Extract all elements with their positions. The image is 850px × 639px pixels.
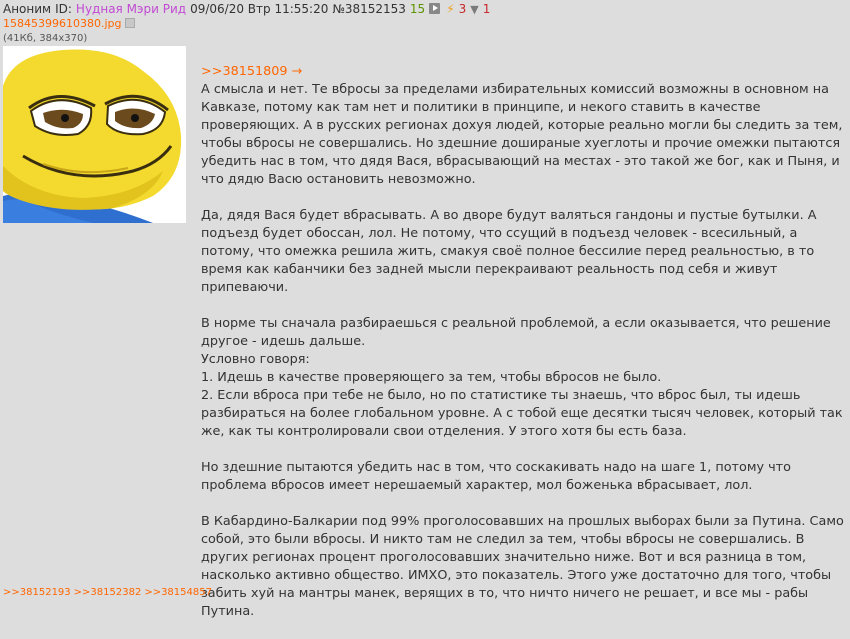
post-paragraph: В Кабардино-Балкарии под 99% проголосовавших на прошлых выборах были за Путина. Само собой, это были вбросы. И никто там не следил за тем, чтобы вбросы не совершались. В других регионах процент проголосовавших значительно ниже. Вот и вся разница в том, насколько активно общество. ИМХО, это показатель. Этого уже достаточно для того, чтобы забить хуй на мантры манек, верящих в то, что ничто ничего не решает, и все мы - рабы Путина. — [201, 514, 844, 619]
post-paragraph: Да, дядя Вася будет вбрасывать. А во дворе будут валяться гандоны и пустые бутылки. А подъезд будет обоссан, лол. Не потому, что ссущий в подъезд человек - всесильный, а потому, что омежка решила жить, смакуя своё полное бессилие перед реальностью, в то время как кабанчики без задней мысли перекраивают реальность под себя и живут припеваючи. — [201, 208, 817, 295]
post-paragraph: А смысла и нет. Те вбросы за пределами избирательных комиссий возможны в основном на Кавказе, потому как там нет и политики в принципе, и некого ставить в качестве проверяющих. А в русских регионах дохуя людей, которые реально могли бы следить за тем, чтобы вбросы не совершались. Но здешние дошираные хуеглоты и прочие омежки пытаются убедить нас в том, что дядя Вася, вбрасывающий на местах - это такой же бог, как и Пыня, и что дядю Васю остановить невозможно. — [201, 82, 843, 187]
post-number[interactable]: №38152153 — [332, 2, 406, 16]
post-paragraph: Но здешние пытаются убедить нас в том, что соскакивать надо на шаге 1, потому что проблема вбросов имеет нерешаемый характер, мол боженька вбрасывает, лол. — [201, 460, 791, 493]
post-header — [3, 0, 494, 18]
file-meta: (41Кб, 384x370) — [3, 33, 88, 44]
play-icon[interactable] — [429, 3, 440, 14]
reply-count: 15 — [409, 2, 426, 16]
post-line: В норме ты сначала разбираешься с реальной проблемой, а если оказывается, что решение другое - идешь дальше. — [201, 316, 831, 349]
file-info — [3, 17, 135, 31]
id-label: ID: — [55, 2, 72, 16]
anon-label: Аноним — [3, 2, 52, 16]
backlink[interactable]: >>38152193 — [3, 587, 71, 598]
backlink[interactable]: >>38154857 — [144, 587, 212, 598]
backlinks — [3, 586, 215, 600]
post-image-thumbnail[interactable] — [3, 46, 186, 223]
post-date: 09/06/20 Втр 11:55:20 — [190, 2, 329, 16]
backlink[interactable]: >>38152382 — [73, 587, 142, 598]
poster-name[interactable]: Нудная Мэри Рид — [75, 2, 187, 16]
reply-link[interactable]: >>38151809 → — [201, 64, 303, 79]
dislike-count: 1 — [482, 2, 491, 16]
pepe-frog-image — [3, 46, 186, 223]
lightning-icon[interactable]: ⚡ — [446, 2, 455, 16]
like-count: 3 — [458, 2, 467, 16]
post-body — [201, 63, 850, 639]
post-line: Условно говоря: — [201, 352, 310, 367]
thumbs-down-icon[interactable]: ▼ — [470, 3, 479, 16]
post-line: 1. Идешь в качестве проверяющего за тем, чтобы вбросов не было. — [201, 370, 662, 385]
post-line: 2. Если вброса при тебе не было, но по статистике ты знаешь, что вброс был, ты идешь разбираться на более глобальном уровне. А с тобой еще десятки тысяч человек, который так же, как ты контролировали свои отделения. У этого хотя бы есть база. — [201, 388, 843, 439]
file-search-icon[interactable] — [125, 18, 135, 28]
file-name-link[interactable]: 15845399610380.jpg — [3, 17, 122, 30]
